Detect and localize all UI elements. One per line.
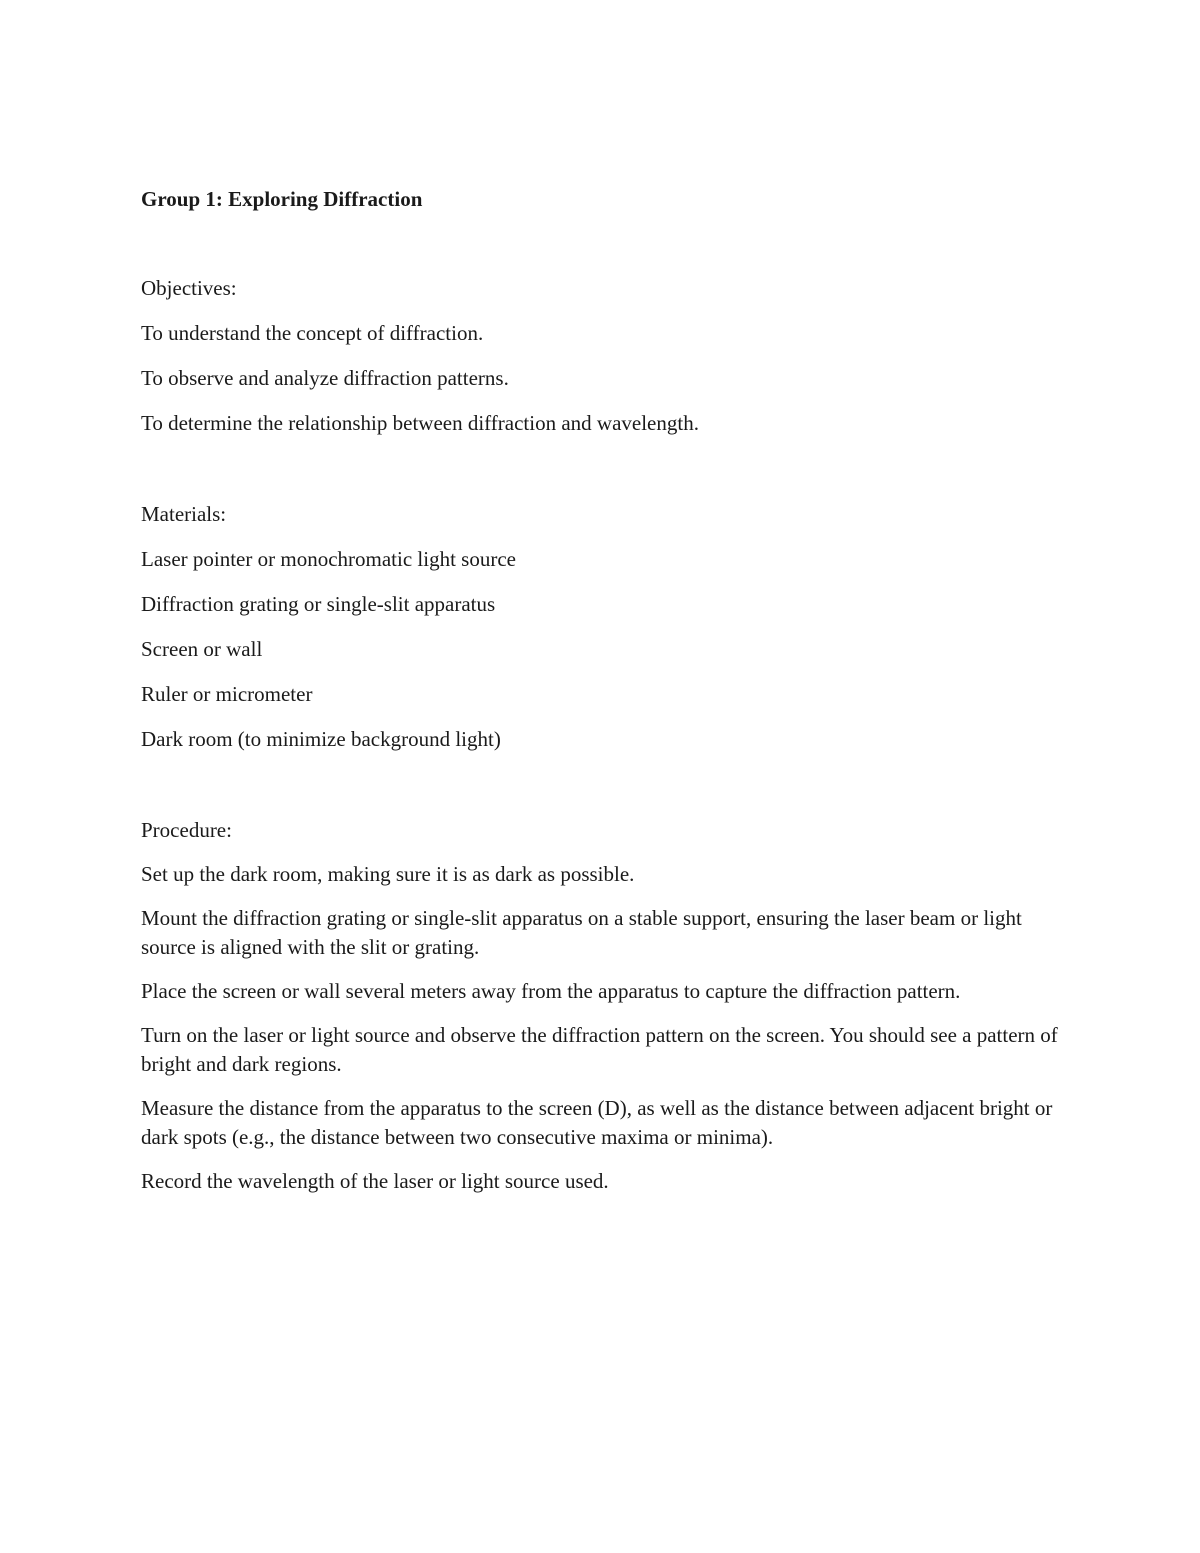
- material-item: Laser pointer or monochromatic light source: [141, 547, 516, 571]
- procedure-step: Measure the distance from the apparatus to the screen (D), as well as the distance between adjacent bright or dark spots (e.g., the distance between two consecutive maxima or minima).: [141, 1096, 1053, 1149]
- document-title: Group 1: Exploring Diffraction: [141, 187, 423, 211]
- objectives-section: [141, 273, 1071, 438]
- document-page: [141, 184, 1071, 1196]
- material-item: Ruler or micrometer: [141, 682, 313, 706]
- materials-heading: Materials:: [141, 502, 227, 526]
- material-item: Diffraction grating or single-slit apparatus: [141, 592, 496, 616]
- objective-item: To determine the relationship between diffraction and wavelength.: [141, 411, 699, 435]
- procedure-step: Place the screen or wall several meters away from the apparatus to capture the diffraction pattern.: [141, 979, 961, 1003]
- procedure-section: [141, 815, 1071, 1196]
- material-item: Dark room (to minimize background light): [141, 727, 501, 751]
- procedure-step: Mount the diffraction grating or single-slit apparatus on a stable support, ensuring the laser beam or light source is aligned with the slit or grating.: [141, 906, 1022, 959]
- materials-section: [141, 499, 1071, 754]
- material-item: Screen or wall: [141, 637, 263, 661]
- objectives-heading: Objectives:: [141, 276, 237, 300]
- procedure-heading: Procedure:: [141, 818, 232, 842]
- objective-item: To understand the concept of diffraction.: [141, 321, 484, 345]
- objective-item: To observe and analyze diffraction patterns.: [141, 366, 509, 390]
- procedure-step: Record the wavelength of the laser or light source used.: [141, 1169, 609, 1193]
- procedure-step: Turn on the laser or light source and observe the diffraction pattern on the screen. You should see a pattern of bright and dark regions.: [141, 1023, 1058, 1076]
- procedure-step: Set up the dark room, making sure it is as dark as possible.: [141, 862, 635, 886]
